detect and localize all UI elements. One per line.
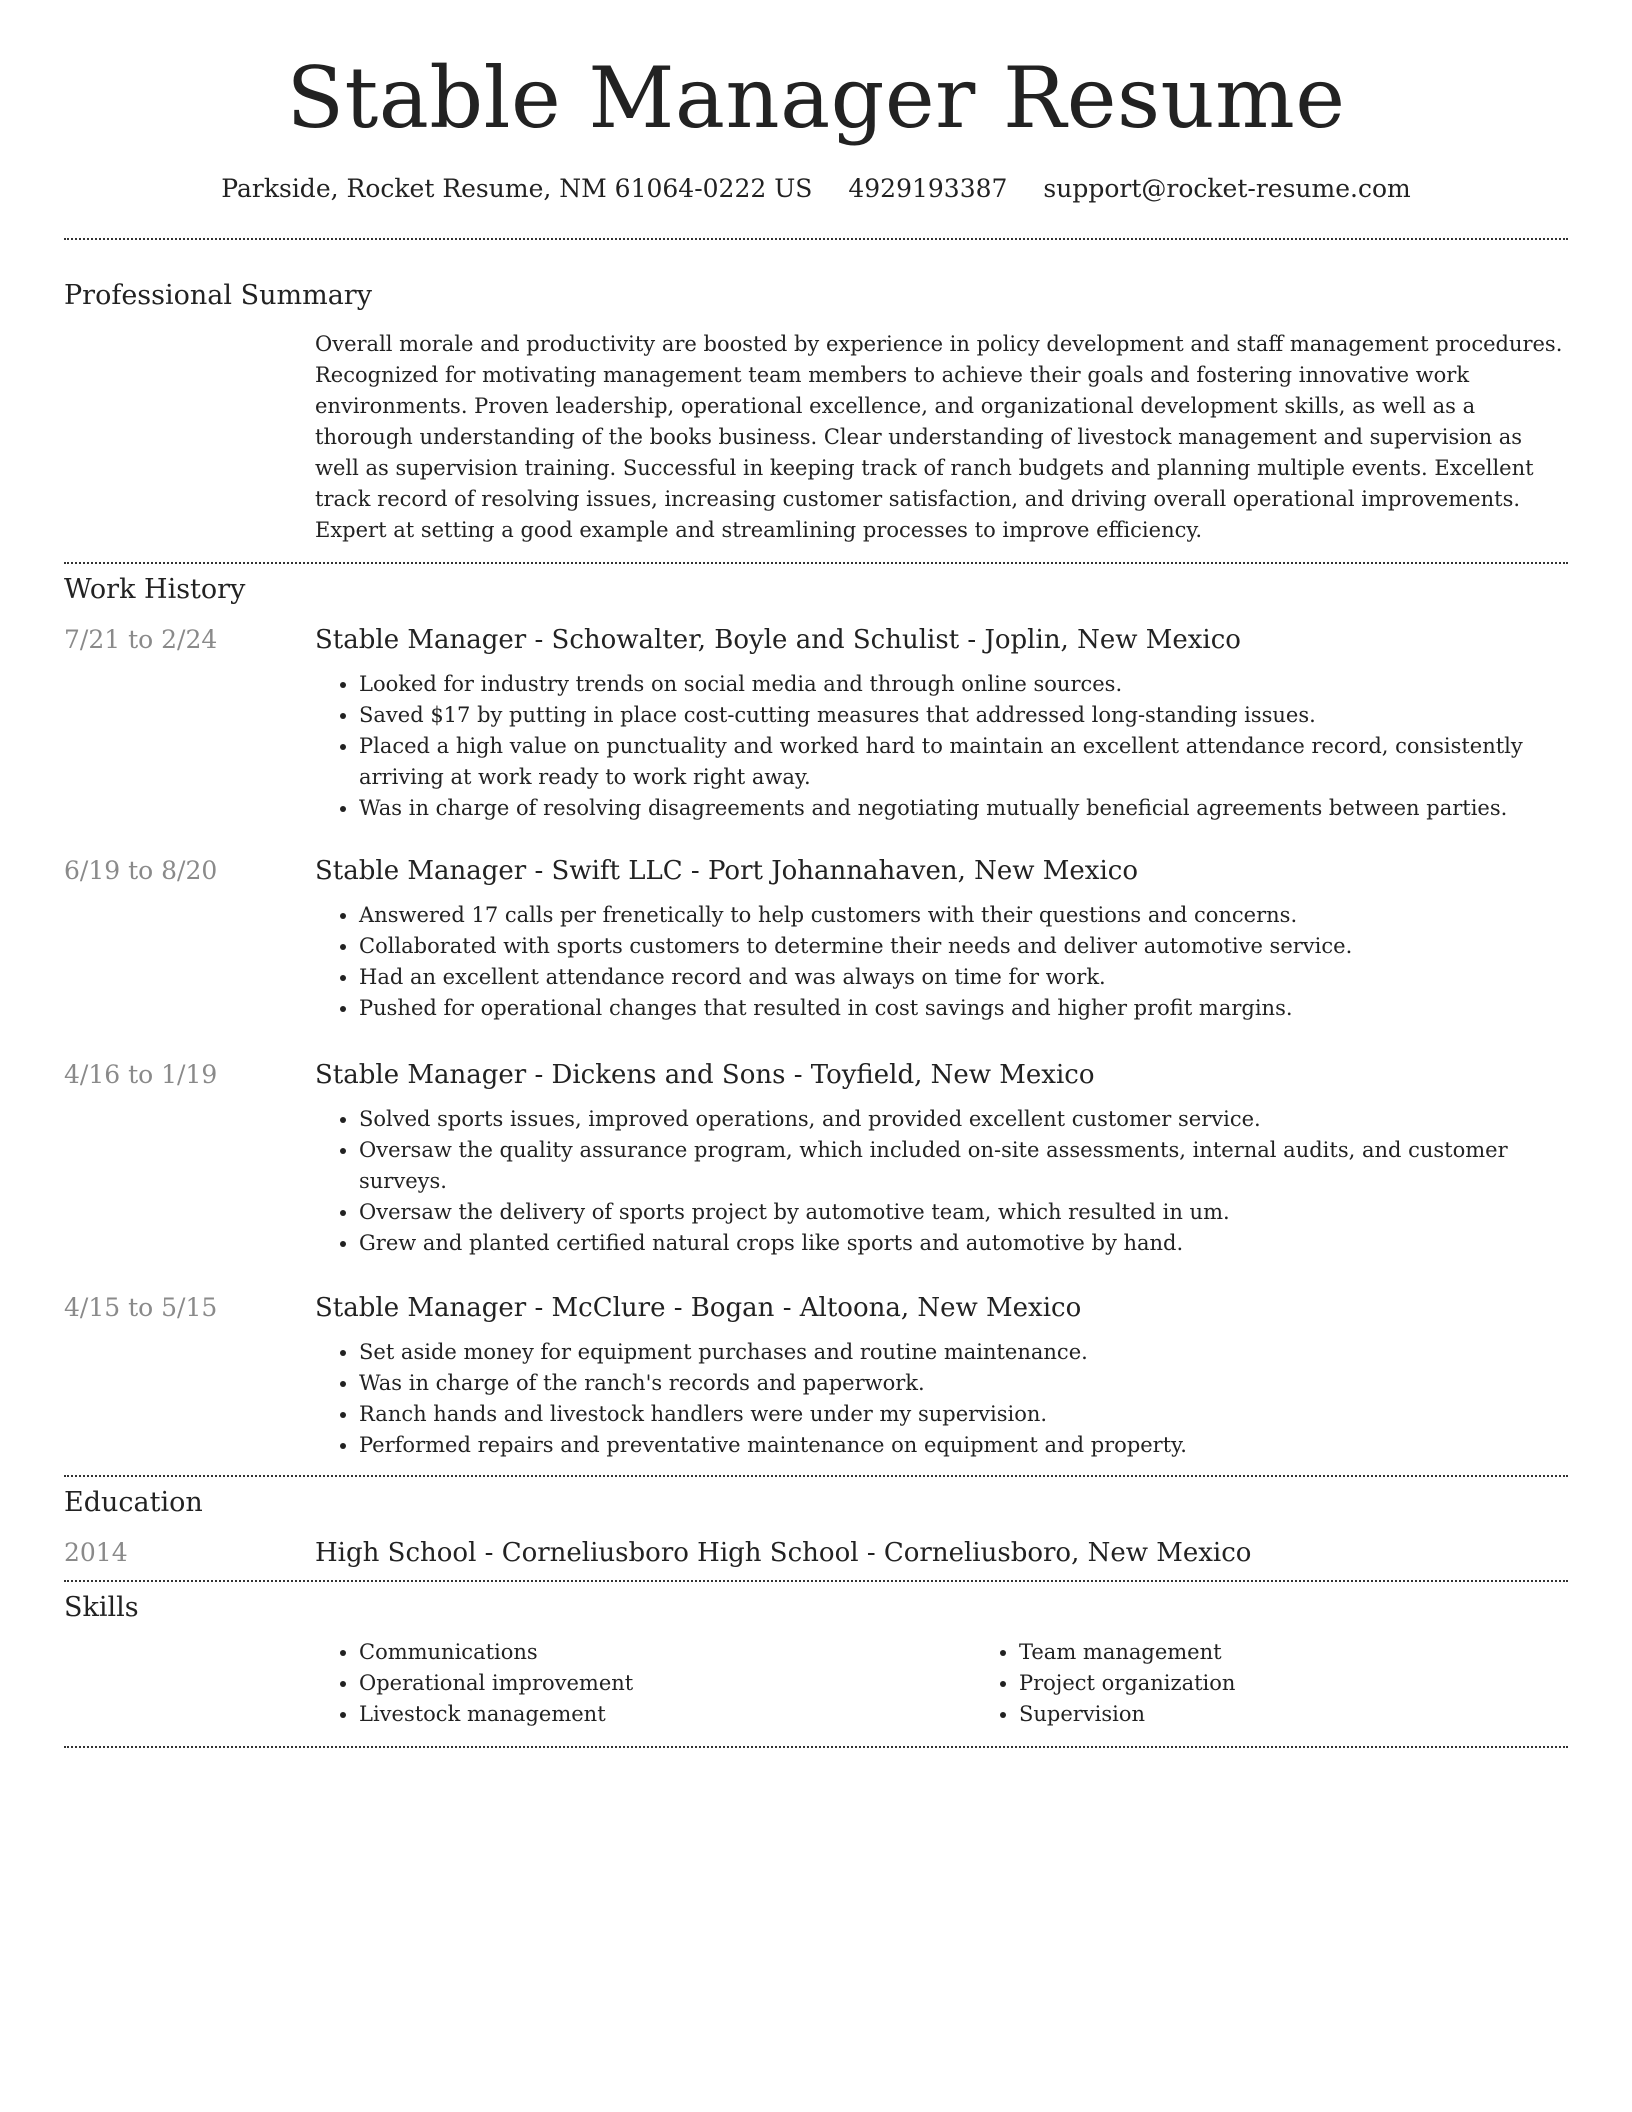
skill-item: • Project organization [1019, 1668, 1632, 1699]
job-bullet: • Was in charge of the ranch's records and paperwork. [359, 1368, 1568, 1399]
job-entry [64, 1060, 1568, 1259]
job-bullet: • Oversaw the delivery of sports project by automotive team, which resulted in um. [359, 1197, 1568, 1228]
resume-title: Stable Manager Resume [286, 49, 1346, 147]
education-year: 2014 [64, 1538, 128, 1568]
job-bullet: • Had an excellent attendance record and was always on time for work. [359, 962, 1568, 993]
job-bullet: • Was in charge of resolving disagreements and negotiating mutually beneficial agreements between parties. [359, 793, 1568, 824]
job-bullet: • Pushed for operational changes that resulted in cost savings and higher profit margins. [359, 993, 1568, 1024]
skill-item: • Team management [1019, 1637, 1632, 1668]
job-dates: 7/21 to 2/24 [64, 625, 218, 655]
resume-header [64, 0, 1568, 203]
divider [64, 1746, 1568, 1748]
job-bullets [315, 1337, 1568, 1461]
job-dates: 4/15 to 5/15 [64, 1293, 218, 1323]
job-title: Stable Manager - Dickens and Sons - Toyfield, New Mexico [315, 1060, 1095, 1091]
education-entry: High School - Corneliusboro High School - Corneliusboro, New Mexico [315, 1538, 1252, 1569]
job-entry [64, 856, 1568, 1024]
job-bullet: • Collaborated with sports customers to determine their needs and deliver automotive service. [359, 931, 1568, 962]
job-dates: 6/19 to 8/20 [64, 856, 218, 886]
job-entry [64, 625, 1568, 824]
job-bullets [315, 1104, 1568, 1259]
work-history-heading: Work History [64, 574, 246, 606]
contact-phone: 4929193387 [848, 174, 1008, 204]
job-title: Stable Manager - McClure - Bogan - Altoona, New Mexico [315, 1293, 1082, 1324]
work-history-section [64, 564, 1568, 1461]
job-bullet: • Answered 17 calls per frenetically to help customers with their questions and concerns. [359, 900, 1568, 931]
job-bullet: • Performed repairs and preventative maintenance on equipment and property. [359, 1430, 1568, 1461]
education-section [64, 1477, 1568, 1568]
skills-section [64, 1582, 1568, 1730]
job-bullet: • Placed a high value on punctuality and worked hard to maintain an excellent attendance record, consistently arriving at work ready to work right away. [359, 731, 1568, 793]
education-heading: Education [64, 1487, 203, 1519]
job-title: Stable Manager - Schowalter, Boyle and Schulist - Joplin, New Mexico [315, 625, 1241, 656]
job-dates: 4/16 to 1/19 [64, 1060, 218, 1090]
skill-item: • Supervision [1019, 1699, 1632, 1730]
skills-list-right [975, 1637, 1632, 1730]
skill-item: • Livestock management [359, 1699, 975, 1730]
job-bullet: • Oversaw the quality assurance program, which included on-site assessments, internal audits, and customer surveys. [359, 1135, 1568, 1197]
job-bullet: • Set aside money for equipment purchases and routine maintenance. [359, 1337, 1568, 1368]
summary-heading: Professional Summary [64, 280, 372, 312]
job-bullets [315, 669, 1568, 824]
summary-section [64, 240, 1568, 546]
job-bullet: • Saved $17 by putting in place cost-cutting measures that addressed long-standing issues. [359, 700, 1568, 731]
contact-line [64, 174, 1568, 203]
skill-item: • Operational improvement [359, 1668, 975, 1699]
job-bullet: • Ranch hands and livestock handlers were under my supervision. [359, 1399, 1568, 1430]
skills-list-left [315, 1637, 975, 1730]
job-title: Stable Manager - Swift LLC - Port Johannahaven, New Mexico [315, 856, 1138, 887]
summary-text: Overall morale and productivity are boosted by experience in policy development and staff management procedures. Recognized for motivating management team members to achieve their goals and fostering innovative work environments. Proven leadership, operational excellence, and organizational development skills, as well as a thorough understanding of the books business. Clear understanding of livestock management and supervision as well as supervision training. Successful in keeping track of ranch budgets and planning multiple events. Excellent track record of resolving issues, increasing customer satisfaction, and driving overall operational improvements. Expert at setting a good example and streamlining processes to improve efficiency. [315, 332, 1563, 543]
job-bullet: • Grew and planted certified natural crops like sports and automotive by hand. [359, 1228, 1568, 1259]
contact-address: Parkside, Rocket Resume, NM 61064-0222 US [221, 174, 813, 204]
job-bullet: • Looked for industry trends on social media and through online sources. [359, 669, 1568, 700]
contact-email: support@rocket-resume.com [1043, 174, 1411, 204]
skills-heading: Skills [64, 1592, 139, 1624]
job-entry [64, 1293, 1568, 1461]
skill-item: • Communications [359, 1637, 975, 1668]
job-bullets [315, 900, 1568, 1024]
job-bullet: • Solved sports issues, improved operations, and provided excellent customer service. [359, 1104, 1568, 1135]
